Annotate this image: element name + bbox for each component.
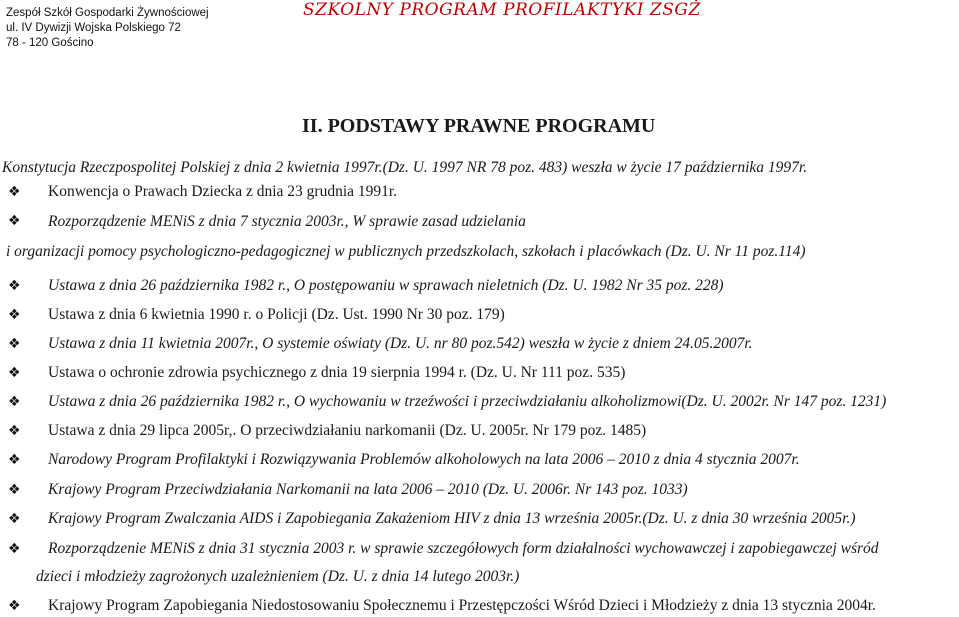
list-item-b7: Ustawa z dnia 26 października 1982 r., O wychowaniu w trzeźwości i przeciwdziałaniu alkoholizmowi(Dz. U. 2002r. Nr 147 poz. 1231): [48, 393, 887, 410]
list-item-b13: Krajowy Program Zapobiegania Niedostosowaniu Społecznemu i Przestępczości Wśród Dzieci i Młodzieży z dnia 13 stycznia 2004r.: [48, 597, 876, 614]
diamond-bullet-icon: ❖: [8, 278, 21, 294]
constitution-line: Konstytucja Rzeczpospolitej Polskiej z dnia 2 kwietnia 1997r.(Dz. U. 1997 NR 78 poz. 483) weszła w życie 17 października 1997r.: [2, 159, 808, 176]
school-name: Zespół Szkół Gospodarki Żywnościowej: [6, 7, 209, 19]
diamond-bullet-icon: ❖: [8, 213, 21, 229]
diamond-bullet-icon: ❖: [8, 394, 21, 410]
list-item-b3: Ustawa z dnia 26 października 1982 r., O postępowaniu w sprawach nieletnich (Dz. U. 1982 Nr 35 poz. 228): [48, 277, 724, 294]
list-item-b12-cont: dzieci i młodzieży zagrożonych uzależnieniem (Dz. U. z dnia 14 lutego 2003r.): [36, 568, 520, 585]
list-item-b12: Rozporządzenie MENiS z dnia 31 stycznia 2003 r. w sprawie szczegółowych form działalności wychowawczej i zapobiegawczej wśród: [48, 540, 879, 557]
diamond-bullet-icon: ❖: [8, 452, 21, 468]
school-address: [6, 6, 209, 51]
diamond-bullet-icon: ❖: [8, 307, 21, 323]
section-heading: II. PODSTAWY PRAWNE PROGRAMU: [302, 115, 656, 137]
diamond-bullet-icon: ❖: [8, 598, 21, 614]
program-title: SZKOLNY PROGRAM PROFILAKTYKI ZSGŻ: [303, 0, 701, 20]
diamond-bullet-icon: ❖: [8, 423, 21, 439]
list-item-b9: Narodowy Program Profilaktyki i Rozwiązywania Problemów alkoholowych na lata 2006 – 2010 z dnia 4 stycznia 2007r.: [48, 451, 800, 468]
school-street: ul. IV Dywizji Wojska Polskiego 72: [6, 22, 181, 34]
diamond-bullet-icon: ❖: [8, 482, 21, 498]
list-item-b4: Ustawa z dnia 6 kwietnia 1990 r. o Policji (Dz. Ust. 1990 Nr 30 poz. 179): [48, 306, 505, 323]
list-item-b11: Krajowy Program Zwalczania AIDS i Zapobiegania Zakażeniom HIV z dnia 13 września 2005r.(Dz. U. z dnia 30 września 2005r.): [48, 510, 856, 527]
list-item-b2-cont: i organizacji pomocy psychologiczno-pedagogicznej w publicznych przedszkolach, szkołach i placówkach (Dz. U. Nr 11 poz.114): [6, 243, 806, 260]
list-item-b6: Ustawa o ochronie zdrowia psychicznego z dnia 19 sierpnia 1994 r. (Dz. U. Nr 111 poz. 535): [48, 364, 626, 381]
diamond-bullet-icon: ❖: [8, 336, 21, 352]
list-item-b8: Ustawa z dnia 29 lipca 2005r,. O przeciwdziałaniu narkomanii (Dz. U. 2005r. Nr 179 poz. 1485): [48, 422, 647, 439]
diamond-bullet-icon: ❖: [8, 365, 21, 381]
diamond-bullet-icon: ❖: [8, 184, 21, 200]
list-item-b2: Rozporządzenie MENiS z dnia 7 stycznia 2003r., W sprawie zasad udzielania: [48, 213, 526, 230]
diamond-bullet-icon: ❖: [8, 541, 21, 557]
list-item-b5: Ustawa z dnia 11 kwietnia 2007r., O systemie oświaty (Dz. U. nr 80 poz.542) weszła w życie z dniem 24.05.2007r.: [48, 335, 753, 352]
list-item-b10: Krajowy Program Przeciwdziałania Narkomanii na lata 2006 – 2010 (Dz. U. 2006r. Nr 143 poz. 1033): [48, 481, 688, 498]
list-item-b1: Konwencja o Prawach Dziecka z dnia 23 grudnia 1991r.: [48, 183, 398, 200]
school-postal: 78 - 120 Gościno: [6, 37, 94, 49]
diamond-bullet-icon: ❖: [8, 511, 21, 527]
